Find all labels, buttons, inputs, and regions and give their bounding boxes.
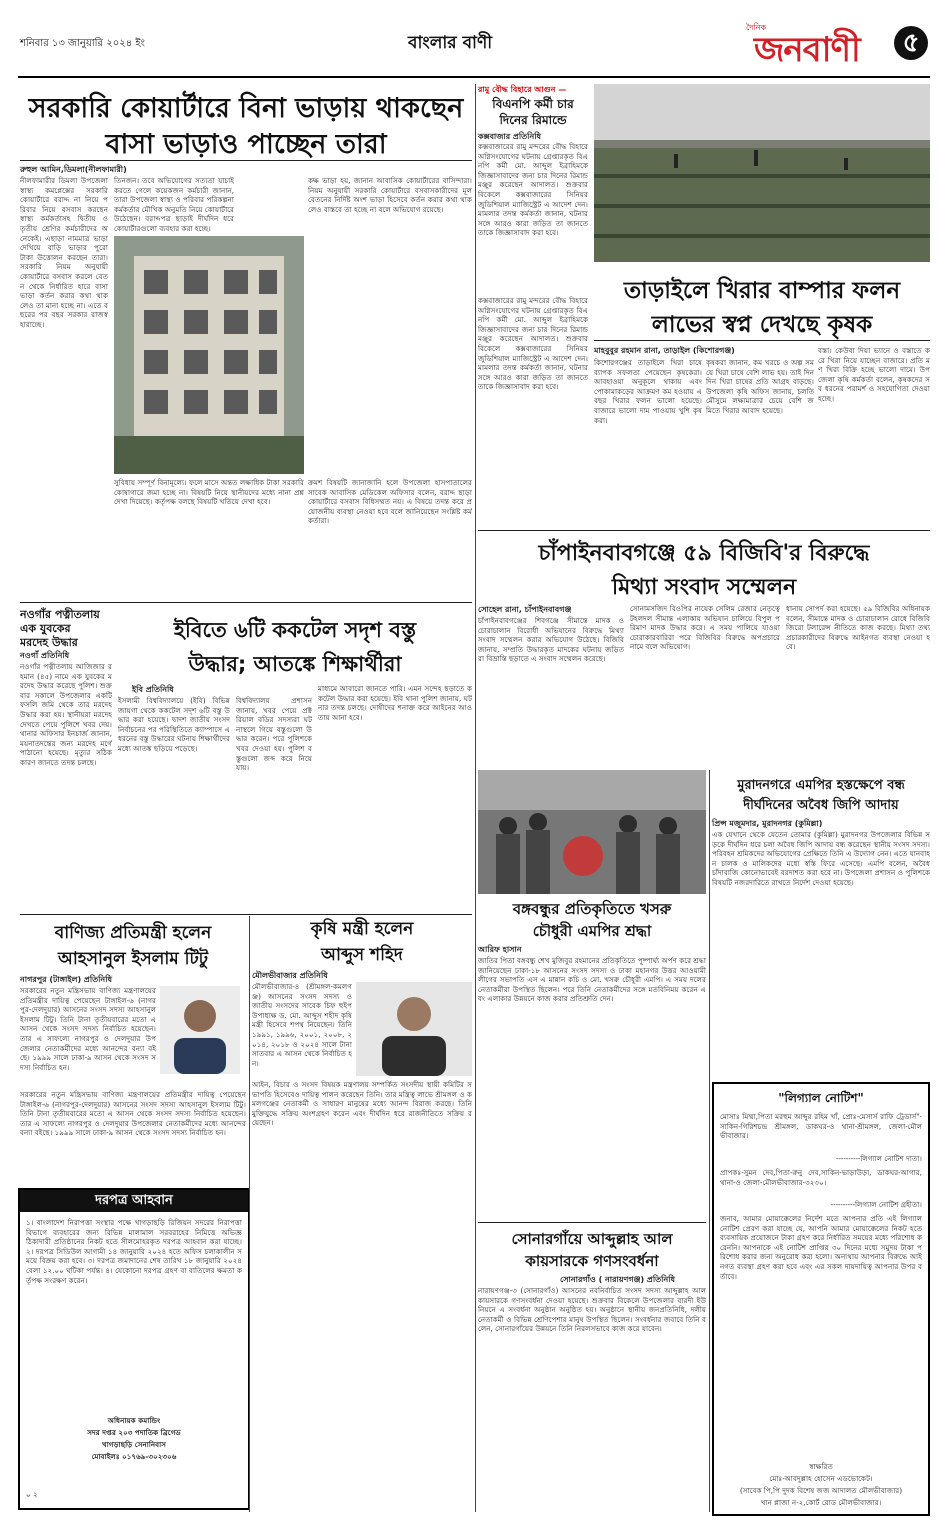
cocktail-byline: ইবি প্রতিনিধি bbox=[132, 685, 174, 694]
legal-notice-sign-4: খান প্লাজা ন-২,কোর্ট রোড মৌলভীবাজার। bbox=[760, 1498, 882, 1507]
naogaon-headline-2: এক যুবকের bbox=[20, 622, 71, 635]
muradnagar-headline-1: মুরাদনগরে এমপির হস্তক্ষেপে বন্ধ bbox=[737, 778, 905, 793]
tribute-headline-1: বঙ্গবন্ধুর প্রতিকৃতিতে খসরু bbox=[512, 900, 672, 918]
tender-title-bar bbox=[20, 1190, 248, 1212]
naogaon-byline: নওগাঁ প্রতিনিধি bbox=[20, 651, 70, 660]
tender-code: ০ ২ bbox=[26, 1490, 38, 1499]
kheera-body-col-1: কিশোরগঞ্জের তাড়াইলে খিরা চাষে ব্যাপক সফলতা পেয়েছেন কৃষকেরা। আবহাওয়া অনুকূলে থাকায় এবং পোকামাকড়ের আক্রমণ কম হওয়ায় এবছর খিরার ফলন ভালো হয়েছে। বাজারে ভালো দাম পাওয়ায় খুশি কৃষকরা। bbox=[594, 358, 702, 425]
lead-headline-2: বাসা ভাড়াও পাচ্ছেন তারা bbox=[105, 129, 387, 160]
legal-notice-sign-3: (সাবেক পি,পি দুদক বিশেষ জজ আদালত মৌলভীবাজার) bbox=[739, 1486, 903, 1495]
shahid-portrait bbox=[356, 982, 472, 1076]
sonargaon-body: নারায়ণগঞ্জ-৩ (সোনারগাঁও) আসনের নবনির্বাচিত সংসদ সদস্য আব্দুল্লাহ আল কায়সারকে গণসংবর্ধনা দেওয়া হয়েছে। শুক্রবার বিকেলে উপজেলার বারদী ইউনিয়নে এ সংবর্ধনা অনুষ্ঠান অনুষ্ঠিত হয়। অনুষ্ঠানে স্থানীয় জনপ্রতিনিধি, দলীয় নেতাকর্মী ও বিভিন্ন শ্রেণিপেশার মানুষ উপস্থিত ছিলেন। সংবর্ধনার জবাবে তিনি বলেন, সোনারগাঁয়ের উন্নয়নে তিনি নিরলসভাবে কাজ করে যাবেন। bbox=[478, 1286, 706, 1334]
sonargaon-headline-2: কায়সারকে গণসংবর্ধনা bbox=[525, 1252, 659, 1270]
remand-byline: কক্সবাজার প্রতিনিধি bbox=[478, 132, 542, 141]
tribute-illustration bbox=[478, 770, 706, 894]
kheera-headline-2: লাভের স্বপ্ন দেখছে কৃষক bbox=[651, 312, 873, 338]
building-illustration bbox=[114, 236, 304, 474]
kheera-body-col-3: বস্তা। কেউবা দিয়া ভ্যানে ও বস্তাতে করে খিরা নিয়ে যাচ্ছেন বাজারে। প্রতি মণ খিরা বিক্রি হচ্ছে ভালো দামে। উপজেলা কৃষি কর্মকর্তা বলেন, কৃষকদের সব ধরনের পরামর্শ ও সহযোগিতা দেওয়া হচ্ছে। bbox=[818, 346, 930, 403]
column-separator bbox=[475, 84, 476, 1512]
tribute-photo bbox=[478, 770, 706, 894]
legal-notice-recipient: প্রাপকঃ-সুমন দেব,পিতা-রুনু দেব,সাকিন-ভাড়াউড়া, ডাকঘর-আগার,থানা-ও জেলা-মৌলভীবাজার-৩২৩০। bbox=[720, 1168, 922, 1187]
cocktail-headline-1: ইবিতে ৬টি ককটেল সদৃশ বস্তু bbox=[173, 618, 417, 642]
legal-notice-sender: মোসাঃ মিম্মা,পিতা মরহুম আব্দুর রহিম খাঁ, প্রোঃ-মেসার্স রাফি ট্রেডার্স"-সাকিন-গিরিশচন্দ্র শ্রীমঙ্গল, ডাকঘর-ও থানা-শ্রীমঙ্গল, জেলা-মৌলভীবাজার। bbox=[720, 1112, 922, 1141]
page-number-value: ৫ bbox=[902, 28, 920, 58]
shahid-headline-1: কৃষি মন্ত্রী হলেন bbox=[310, 919, 414, 939]
titu-body-col-1: সরকারের নতুন মন্ত্রিসভায় বাণিজ্য মন্ত্রণালয়ের প্রতিমন্ত্রীর দায়িত্ব পেয়েছেন টাঙ্গাইল-৬ (নাগরপুর-দেলদুয়ার) আসনের সংসদ সদস্য আহসানুল ইসলাম টিটু। তিনি টানা তৃতীয়বারের মতো এ আসন থেকে সংসদ সদস্য নির্বাচিত হয়েছেন। তার এ সাফল্যে নাগরপুর ও দেলদুয়ার উপজেলার নেতাকর্মীদের মধ্যে আনন্দের বন্যা বইছে। ১৯৯৯ সালে ঢাকা-৯ আসন থেকে সংসদ সদস্য নির্বাচিত হন। bbox=[20, 986, 156, 1072]
lead-body-col-1: নীলফামারীর ডিমলা উপজেলা স্বাস্থ্য কমপ্লেক্সের সরকারি কোয়ার্টারে বরাদ্দ না নিয়ে পরিবার নিয়ে বসবাস করছেন স্বাস্থ্য কর্মকর্তাসহ দ্বিতীয় ও তৃতীয় শ্রেণির কর্মচারীদের অনেকেই। এছাড়া নামমাত্র ভাড়া দেখিয়ে বাড়ি ভাড়ার পুরো টাকা উত্তোলন করছেন তারা। সরকারি নিয়ম অনুযায়ী কোয়ার্টারে বসবাস করলে বেতন থেকে নির্ধারিত হারে বাসা ভাড়া কর্তন করার কথা থাকলেও তা মানা হচ্ছে না। এতে বছরের পর বছর সরকার রাজস্ব হারাচ্ছে। bbox=[20, 176, 108, 329]
kheera-body-col-2: কৃষকরা জানান, কম খরচে ও অল্প সময়ে খিরা চাষে বেশি লাভ হয়। তাই দিন দিন খিরা চাষের প্রতি আগ্রহ বাড়ছে। উপজেলা কৃষি অফিস জানায়, চলতি মৌসুমে লক্ষ্যমাত্রার চেয়ে বেশি জমিতে খিরার আবাদ হয়েছে। bbox=[706, 358, 814, 415]
bgb-headline-2: মিথ্যা সংবাদ সম্মেলন bbox=[611, 575, 797, 600]
kheera-headline-1: তাড়াইলে খিরার বাম্পার ফলন bbox=[623, 278, 901, 304]
column-separator bbox=[709, 770, 710, 1512]
tender-sign-3: খাগড়াছড়ি সেনানিবাস bbox=[102, 1440, 166, 1449]
column-separator bbox=[249, 916, 250, 1512]
naogaon-headline-1: নওগাঁর পত্নীতলায় bbox=[20, 608, 100, 621]
titu-headline-1: বাণিজ্য প্রতিমন্ত্রী হলেন bbox=[54, 923, 212, 943]
lead-body-col-3: কক্ষ ভাড়া হয়, জানান আবাসিক কোয়ার্টারের বাসিন্দারা। নিয়ম অনুযায়ী সরকারি কোয়ার্টারে বসবাসকারীদের মূল বেতনের নির্দিষ্ট অংশ ভাড়া হিসেবে কর্তন করার কথা থাকলেও বাস্তবে তা হচ্ছে না বলে অভিযোগ রয়েছে। bbox=[308, 176, 472, 214]
legal-notice-title: "লিগ্যাল নোটিশ" bbox=[778, 1091, 864, 1105]
tender-sign-4: মোবাইলঃ ০১৭৬৯-৩০২৩০৬ bbox=[91, 1452, 177, 1461]
tender-body: ১। বাংলাদেশ নিরাপত্তা সংস্থার পক্ষে খাগড়াছড়ি রিজিয়ন সদরের নিরাপত্তা বিভাগে ব্যবহারের জন্য বিভিন্ন মালামাল সরবরাহের নিমিত্তে অভিজ্ঞ ঠিকাদারী প্রতিষ্ঠানের নিকট হতে সীলমোহরকৃত দরপত্র আহবান করা যাচ্ছে। ২। দরপত্র সিডিউল আগামী ১৪ জানুয়ারি ২০২৪ হতে অফিস চলাকালীন সময়ে বিক্রয় করা হবে। ৩। দরপত্র জমাদানের শেষ তারিখ ১৮ জানুয়ারি ২০২৪ বেলা ১২.০০ ঘটিকা পর্যন্ত। ৪। যেকোনো দরপত্র গ্রহণ বা বাতিলের ক্ষমতা কর্তৃপক্ষ সংরক্ষণ করেন। bbox=[26, 1218, 242, 1285]
titu-portrait bbox=[160, 986, 240, 1074]
sonargaon-byline: সোনারগাঁও ( নারায়ণগঞ্জ) প্রতিনিধি bbox=[560, 1275, 676, 1284]
muradnagar-body: এক যেখানে থেকে যেতেন তোমার (কুমিল্লা) মুরাদনগর উপজেলার বিভিন্ন সড়কে দীর্ঘদিন ধরে চলা অবৈধ জিপি আদায় বন্ধ করেছেন স্থানীয় সংসদ সদস্য। পরিবহন শ্রমিকদের অভিযোগের প্রেক্ষিতে তিনি এ উদ্যোগ নেন। এতে যানবাহন চালক ও মালিকদের মধ্যে স্বস্তি ফিরে এসেছে। এমপি বলেন, অবৈধ চাঁদাবাজি কোনোভাবেই বরদাশত করা হবে না। উপজেলা প্রশাসন ও পুলিশকে বিষয়টি নজরদারিতে রাখতে নির্দেশ দেওয়া হয়েছে। bbox=[712, 830, 930, 887]
lead-body-col-3b: ক্রমশ বিষয়টি জানাজানি হলে উপজেলা হাসপাতালের সাবেক আবাসিক মেডিকেল অফিসার বলেন, বরাদ্দ ছাড়া কোয়ার্টারে বসবাস বিধিসম্মত নয়। এ বিষয়ে তদন্ত করে প্রয়োজনীয় ব্যবস্থা নেওয়া হবে বলে জানিয়েছেন সংশ্লিষ্ট কর্মকর্তারা। bbox=[308, 478, 472, 526]
newspaper-logo: জনবাণী bbox=[754, 30, 860, 70]
building-photo bbox=[114, 236, 304, 474]
divider bbox=[20, 160, 472, 161]
bgb-body-col-2: সোনামসজিদ বিওপির নায়েক সেলিম রেজার নেতৃত্বে টহলদল সীমান্ত এলাকায় অভিযান চালিয়ে বিপুল পরিমাণ মাদক উদ্ধার করে। এ সময় পালিয়ে যাওয়া চোরাকারবারিরা পরে বিজিবির বিরুদ্ধে অপপ্রচারে নামে বলে অভিযোগ। bbox=[630, 604, 780, 652]
sonargaon-headline-1: সোনারগাঁয়ে আব্দুল্লাহ আল bbox=[511, 1230, 673, 1248]
legal-notice-sign-1: স্বাক্ষরিত bbox=[809, 1462, 833, 1471]
titu-headline-2: আহসানুল ইসলাম টিটু bbox=[57, 949, 209, 969]
naogaon-headline-3: মরদেহ উদ্ধার bbox=[20, 636, 78, 649]
cocktail-body-col-3: মাধ্যমে আবারো জানতে পারি। এমন সন্দেহ ছড়াতে ককটেল উদ্ধার করা হয়েছে। ইবি থানা পুলিশ জানায়, ঘটনার তদন্ত চলছে। দোষীদের শনাক্ত করে আইনের আওতায় আনা হবে। bbox=[318, 684, 472, 722]
legal-notice-sender-label: ----------লিগ্যাল নোটিশ দাতা। bbox=[836, 1154, 922, 1163]
tender-sign-2: সদর দপ্তর ২০৩ পদাতিক ব্রিগেড bbox=[87, 1428, 181, 1437]
bgb-headline-1: চাঁপাইনবাবগঞ্জে ৫৯ বিজিবি'র বিরুদ্ধে bbox=[538, 541, 870, 566]
bgb-body-col-1: চাঁপাইনবাবগঞ্জের শিবগঞ্জে সীমান্তে মাদক ও চোরাচালান বিরোধী অভিযানের বিরুদ্ধে মিথ্যা সংবাদ সম্মেলন করার অভিযোগ উঠেছে। বিজিবি জানায়, সম্প্রতি উদ্ধারকৃত মাদকের ঘটনায় জড়িতরা বিভ্রান্তি ছড়াতে এ সংবাদ সম্মেলন করেছে। bbox=[478, 616, 624, 664]
naogaon-body: নওগাঁর পত্নীতলায় আজিজার রহমান (৪৫) নামে এক যুবকের মরদেহ উদ্ধার করেছে পুলিশ। শুক্রবার সকালে উপজেলার একটি ফসলি জমি থেকে তার মরদেহ উদ্ধার করা হয়। স্থানীয়রা মরদেহ দেখতে পেয়ে পুলিশে খবর দেয়। থানার অফিসার ইনচার্জ জানান, ময়নাতদন্তের জন্য মরদেহ মর্গে পাঠানো হয়েছে। মৃত্যুর সঠিক কারণ জানতে তদন্ত চলছে। bbox=[20, 662, 112, 767]
tender-title: দরপত্র আহবান bbox=[95, 1193, 173, 1208]
portrait-illustration bbox=[356, 982, 472, 1076]
remand-body: কক্সবাজারের রামু মন্দরের বৌদ্ধ বিহারে অগ্নিসংযোগের ঘটনায় গ্রেপ্তারকৃত বিএনপি কর্মী মো. আব্দুল ইব্রাহিমকে জিজ্ঞাসাবাদের জন্য চার দিনের রিমান্ড মঞ্জুর করেছেন আদালত। শুক্রবার বিকেলে কক্সবাজারের সিনিয়র জুডিশিয়াল ম্যাজিস্ট্রেট এ আদেশ দেন। মামলার তদন্ত কর্মকর্তা জানান, ঘটনার সঙ্গে আরও কারা জড়িত তা জানতে তাকে জিজ্ঞাসাবাদ করা হবে। bbox=[478, 142, 588, 238]
legal-notice-sign-2: মোঃ-আবদুল্লাহ হোসেন এডভোকেট। bbox=[769, 1474, 873, 1483]
lead-headline-1: সরকারি কোয়ার্টারে বিনা ভাড়ায় থাকছেন bbox=[28, 93, 464, 124]
divider bbox=[478, 1222, 706, 1223]
legal-notice-recipient-label: ----------লিগ্যাল নোটিশ গ্রহীতা। bbox=[830, 1200, 922, 1209]
legal-notice-box bbox=[712, 1082, 930, 1516]
portrait-illustration bbox=[160, 986, 240, 1074]
tribute-headline-2: চৌধুরী এমপির শ্রদ্ধা bbox=[532, 922, 652, 940]
tender-notice-box bbox=[18, 1188, 250, 1510]
cocktail-body-col-1: ইসলামী বিশ্ববিদ্যালয়ে (ইবি) বিভিন্ন জায়গা থেকে ককটেল সদৃশ ৬টি বস্তু উদ্ধার করা হয়েছে। দ্বাদশ জাতীয় সংসদ নির্বাচনের পর পরিস্থিতিতে ক্যাম্পাসে এ ধরনের বস্তু উদ্ধারের ঘটনায় শিক্ষার্থীদের মধ্যে আতঙ্ক ছড়িয়ে পড়েছে। bbox=[118, 696, 230, 753]
shahid-body-col-1: মৌলভীবাজার-৪ (শ্রীমঙ্গল-কমলগঞ্জ) আসনের সংসদ সদস্য ও জাতীয় সংসদের সাবেক চিফ হুইপ উপাধ্যক্ষ ড. মো. আব্দুস শহীদ কৃষি মন্ত্রী হিসেবে শপথ নিয়েছেন। তিনি ১৯৯১, ১৯৯৬, ২০০১, ২০০৮, ২০১৪, ২০১৮ ও ২০২৪ সালে টানা সাতবার এ আসন থেকে নির্বাচিত হন। bbox=[252, 982, 352, 1068]
issue-date: শনিবার ১৩ জানুয়ারি ২০২৪ ইং bbox=[20, 38, 145, 49]
shahid-body-col-2: আইন, বিচার ও সংসদ বিষয়ক মন্ত্রণালয় সম্পর্কিত সংসদীয় স্থায়ী কমিটির সভাপতি হিসেবেও দায়িত্ব পালন করেছেন তিনি। তার মন্ত্রিত্ব লাভে শ্রীমঙ্গল ও কমলগঞ্জের নেতাকর্মী ও সাধারণ মানুষের মধ্যে আনন্দ বিরাজ করছে। তিনি মুক্তিযুদ্ধে সক্রিয় অংশগ্রহণ করেন এবং দীর্ঘদিন ধরে রাজনীতিতে সক্রিয় রয়েছেন। bbox=[252, 1080, 472, 1128]
bgb-body-col-3: ধানায় সোপর্দ করা হয়েছে। ৫৯ বিজিবির অধিনায়ক বলেন, সীমান্তে মাদক ও চোরাচালান রোধে বিজিবি জিরো টলারেন্স নীতিতে কাজ করছে। মিথ্যা তথ্য প্রচারকারীদের বিরুদ্ধে আইনগত ব্যবস্থা নেওয়া হবে। bbox=[786, 604, 930, 652]
cocktail-body-col-2: বিশ্ববিদ্যালয় প্রশাসন জানায়, খবর পেয়ে প্রক্টরিয়াল বডির সদস্যরা ঘটনাস্থলে গিয়ে বস্তুগুলো উদ্ধার করেন। পরে পুলিশকে খবর দেওয়া হয়। পুলিশ বস্তুগুলো জব্দ করে নিয়ে যায়। bbox=[236, 696, 312, 773]
lead-byline: রুহুল আমিন,ডিমলা(নীলফামারী) bbox=[20, 165, 127, 174]
bgb-byline: সোহেল রানা, চাঁপাইনবাবগঞ্জ bbox=[478, 605, 572, 614]
logo-prefix: দৈনিক bbox=[746, 23, 767, 32]
shahid-byline: মৌলভীবাজার প্রতিনিধি bbox=[252, 971, 328, 980]
muradnagar-headline-2: দীর্ঘদিনের অবৈধ জিপি আদায় bbox=[743, 798, 899, 813]
tribute-body: জাতির পিতা বঙ্গবন্ধু শেখ মুজিবুর রহমানের প্রতিকৃতিতে পুষ্পার্ঘ্য অর্পণ করে শ্রদ্ধা জানিয়েছেন ঢাকা-১৮ আসনের সংসদ সদস্য ও ঢাকা মহানগর উত্তর আওয়ামী লীগের সভাপতি এস এ মান্নান কচি ও মো. খসরু চৌধুরী এমপি। এ সময় দলের নেতাকর্মীরা উপস্থিত ছিলেন। পরে তিনি নেতাকর্মীদের সঙ্গে মতবিনিময় করেন এবং এলাকার উন্নয়নে কাজ করার প্রতিশ্রুতি দেন। bbox=[478, 956, 706, 1004]
divider bbox=[20, 914, 472, 915]
tribute-byline: আরিফ হাসান bbox=[478, 945, 522, 954]
lead-body-col-2b: সুবিধায় সম্পূর্ণ বিনামূল্যে। ফলে মাসে অন্তত লক্ষাধিক টাকা সরকারি কোষাগারে জমা হচ্ছে না। বিষয়টি নিয়ে স্থানীয়দের মধ্যে নানা প্রশ্ন দেখা দিয়েছে। কর্তৃপক্ষ বলছে বিষয়টি খতিয়ে দেখা হবে। bbox=[114, 478, 304, 507]
divider bbox=[594, 340, 930, 341]
muradnagar-byline: প্রিন্স মজুমদার, মুরাদনগর (কুমিল্লা) bbox=[712, 819, 823, 828]
remand-continued: কক্সবাজারের রামু মন্দরের বৌদ্ধ বিহারে অগ্নিসংযোগের ঘটনায় গ্রেপ্তারকৃত বিএনপি কর্মী মো. আব্দুল ইব্রাহিমকে জিজ্ঞাসাবাদের জন্য চার দিনের রিমান্ড মঞ্জুর করেছেন আদালত। শুক্রবার বিকেলে কক্সবাজারের সিনিয়র জুডিশিয়াল ম্যাজিস্ট্রেট এ আদেশ দেন। মামলার তদন্ত কর্মকর্তা জানান, ঘটনার সঙ্গে আরও কারা জড়িত তা জানতে তাকে জিজ্ঞাসাবাদ করা হবে। bbox=[478, 296, 588, 392]
cocktail-headline-2: উদ্ধার; আতঙ্কে শিক্ষার্থীরা bbox=[188, 652, 402, 676]
shahid-headline-2: আব্দুস শহিদ bbox=[321, 945, 403, 965]
legal-notice-body: জনাব, আমার মোয়াক্কেলের নির্দেশ মতে আপনার প্রতি এই লিগ্যাল নোটিশ প্রেরণ করা যাচ্ছে যে, আপনি আমার মোয়াক্কেলের নিকট হতে ব্যবসায়িক প্রয়োজনে টাকা গ্রহণ করে নির্ধারিত সময়ের মধ্যে পরিশোধ করেননি। আপনাকে এই নোটিশ প্রাপ্তির ৩০ দিনের মধ্যে সমুদয় টাকা পরিশোধ করার জন্য অনুরোধ করা হলো। অন্যথায় আপনার বিরুদ্ধে আইনগত ব্যবস্থা গ্রহণ করা হবে এবং এর সকল দায়দায়িত্ব আপনার উপর বর্তাবে। bbox=[720, 1214, 922, 1281]
cucumber-field-photo bbox=[594, 84, 930, 262]
remand-headline-1: বিএনপি কর্মী চার bbox=[492, 97, 574, 111]
remand-headline-2: দিনের রিমান্ডে bbox=[499, 113, 567, 127]
page-number bbox=[894, 26, 928, 60]
tender-sign-1: অধিনায়ক কমান্ডিং bbox=[107, 1416, 161, 1425]
field-illustration bbox=[594, 84, 930, 262]
divider bbox=[478, 530, 930, 531]
section-title: বাংলার বাণী bbox=[408, 33, 493, 53]
titu-byline: নাগরপুর (টাঙ্গাইল) প্রতিনিধি bbox=[20, 975, 112, 984]
lead-body-col-2: তিনজন। তবে অভিযোগের সত্যতা যাচাই করতে গেলে কয়েকজন কর্মচারী জানান, তারা উপজেলা স্বাস্থ্য ও পরিবার পরিকল্পনা কর্মকর্তার মৌখিক অনুমতি নিয়ে কোয়ার্টারে উঠেছেন। বরাদ্দপত্র ছাড়াই দীর্ঘদিন ধরে কোয়ার্টারগুলো ব্যবহার করা হচ্ছে। bbox=[114, 176, 234, 233]
divider bbox=[20, 602, 472, 603]
masthead bbox=[18, 10, 930, 78]
remand-kicker: রামু বৌদ্ধ বিহারে আগুন — bbox=[478, 85, 567, 94]
titu-body-col-2: সরকারের নতুন মন্ত্রিসভায় বাণিজ্য মন্ত্রণালয়ের প্রতিমন্ত্রীর দায়িত্ব পেয়েছেন টাঙ্গাইল-৬ (নাগরপুর-দেলদুয়ার) আসনের সংসদ সদস্য আহসানুল ইসলাম টিটু। তিনি টানা তৃতীয়বারের মতো এ আসন থেকে সংসদ সদস্য নির্বাচিত হয়েছেন। তার এ সাফল্যে নাগরপুর ও দেলদুয়ার উপজেলার নেতাকর্মীদের মধ্যে আনন্দের বন্যা বইছে। ১৯৯৯ সালে ঢাকা-৯ আসন থেকে সংসদ সদস্য নির্বাচিত হন। bbox=[20, 1090, 246, 1138]
kheera-byline: মাহবুবুর রহমান রানা, তাড়াইল (কিশোরগঞ্জ) bbox=[594, 346, 735, 355]
